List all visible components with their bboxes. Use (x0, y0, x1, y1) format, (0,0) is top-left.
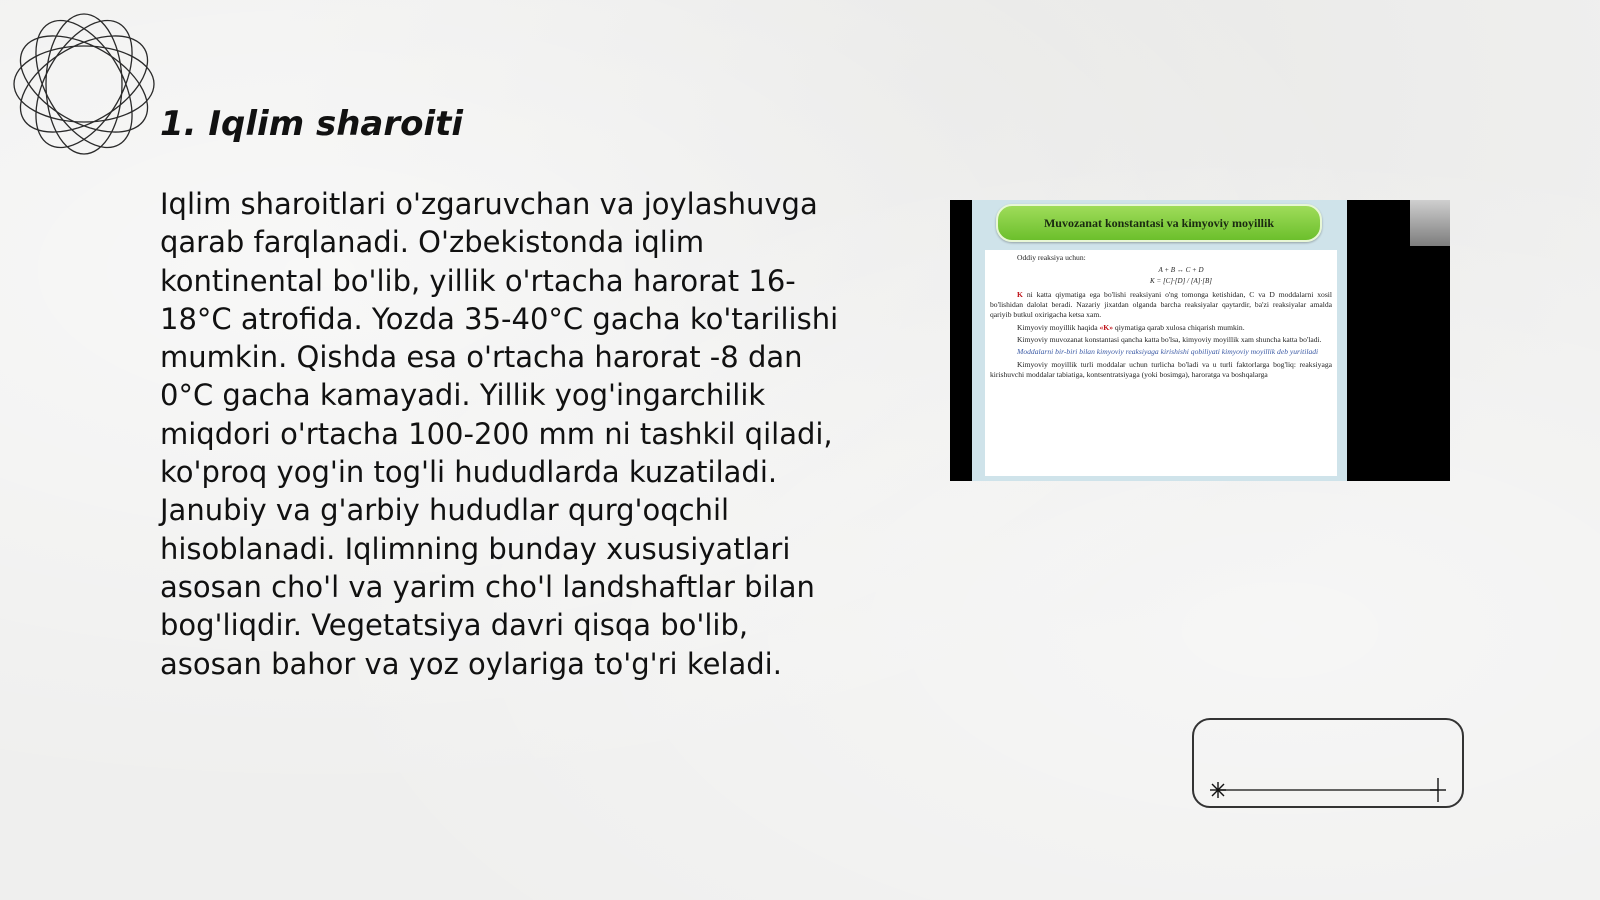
sparkle-line-graphic (1194, 720, 1466, 810)
slide-title: 1. Iqlim sharoiti (160, 104, 464, 144)
lecture-intro: Oddiy reaksiya uchun: (1017, 253, 1086, 262)
reaction-equation: A + B ↔ C + D (1158, 266, 1204, 275)
starburst-icon (1210, 782, 1226, 798)
lecture-paragraph-1 (990, 290, 1332, 321)
lecture-slide-heading: Muvozanat konstantasi va kimyoviy moyillik (996, 204, 1322, 242)
lecture-slide-content (985, 250, 1337, 476)
lecture-paragraph-2-end: qiymatiga qarab xulosa chiqarish mumkin. (1113, 322, 1245, 332)
slide-body-text: Iqlim sharoitlari o'zgaruvchan va joylashuvga qarab farqlanadi. O'zbekistonda iqlim kontinental bo'lib, yillik o'rtacha harorat 16-18°C atrofida. Yozda 35-40°C gacha ko'tarilishi mumkin. Qishda esa o'rtacha harorat -8 dan 0°C gacha kamayadi. Yillik yog'ingarchilik miqdori o'rtacha 100-200 mm ni tashkil qiladi, ko'proq yog'in tog'li hududlarda kuzatiladi. Janubiy va g'arbiy hududlar qurg'oqchil hisoblanadi. Iqlimning bunday xususiyatlari asosan cho'l va yarim cho'l landshaftlar bilan bog'liqdir. Vegetatsiya davri qisqa bo'lib, asosan bahor va yoz oylariga to'g'ri keladi. (160, 187, 839, 681)
sparkle-star-icon (1430, 778, 1446, 802)
lecture-paragraph-2-start: Kimyoviy moyillik haqida (1017, 322, 1100, 332)
equilibrium-formula: K = [C]·[D] / [A]·[B] (1150, 276, 1212, 285)
presenter-camera-thumbnail (1410, 200, 1450, 246)
lecture-paragraph-3: Kimyoviy muvozanat konstantasi qancha katta bo'lsa, kimyoviy moyillik xam shuncha katta bo'ladi. (1017, 335, 1322, 345)
decorative-line-card (1192, 718, 1464, 808)
k-symbol: K (1017, 289, 1023, 299)
lecture-paragraph-2 (990, 323, 1332, 333)
lecture-paragraph-1-text: ni katta qiymatiga ega bo'lishi reaksiyani o'ng tomonga ketishidan, C va D moddalarni xosil bo'lishidan dalolat beradi. Nazariy jixatdan olganda barcha reaksiyalar qaytardir, ba'zi reaksiyalar amalda qariyib butkul oxirigacha ketsa xam. (990, 289, 1332, 320)
lecture-paragraph-5: Kimyoviy moyillik turli moddalar uchun turlicha bo'ladi va u turli faktorlarga bog'liq: reaksiyaga kirishuvchi moddalar tabiatiga, kontsentratsiyaga (yoki bosimga), haroratga va boshqalarga (990, 359, 1332, 379)
embedded-lecture-screenshot (950, 200, 1450, 481)
lecture-slide (972, 200, 1347, 481)
k-quoted-symbol: «K» (1099, 322, 1113, 332)
rosette-ornament (10, 10, 158, 158)
lecture-definition: Moddalarni bir-biri bilan kimyoviy reaksiyaga kirishishi qobiliyati kimyoviy moyillik deb yuritiladi (1017, 347, 1319, 357)
